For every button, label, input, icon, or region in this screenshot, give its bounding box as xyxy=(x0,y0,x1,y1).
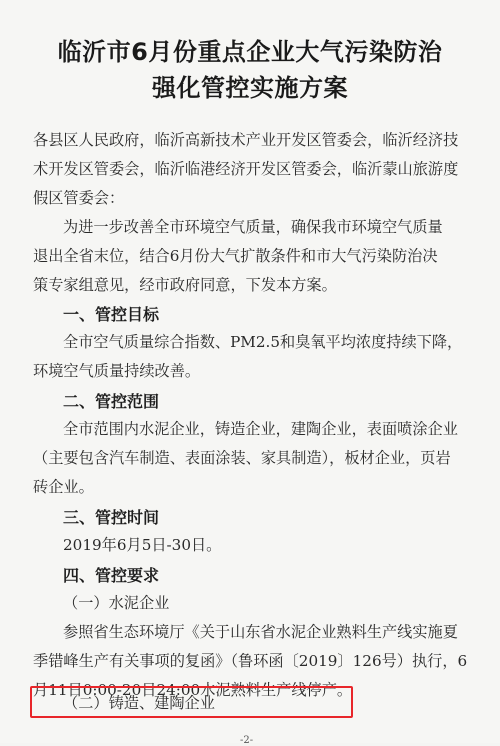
section-heading-requirements: 四、管控要求 xyxy=(63,566,160,585)
recipients-line: 各县区人民政府，临沂高新技术产业开发区管委会，临沂经济技 xyxy=(33,131,459,149)
recipients-line: 术开发区管委会，临沂临港经济开发区管委会，临沂蒙山旅游度 xyxy=(33,160,459,178)
subsection-casting-ceramics: （二）铸造、建陶企业 xyxy=(63,694,215,712)
section-body-line: 2019年6月5日-30日。 xyxy=(63,536,222,554)
document-title-line1: 临沂市6月份重点企业大气污染防治 xyxy=(57,38,443,66)
section-body-line: 全市空气质量综合指数、PM2.5和臭氧平均浓度持续下降， xyxy=(63,333,463,351)
section-heading-time: 三、管控时间 xyxy=(63,508,160,527)
subsection-cement: （一）水泥企业 xyxy=(63,594,170,612)
highlight-box xyxy=(30,686,353,718)
recipients-line: 假区管委会： xyxy=(33,189,125,207)
section-body-line: 参照省生态环境厅《关于山东省水泥企业熟料生产线实施夏 xyxy=(63,623,458,641)
intro-line: 为进一步改善全市环境空气质量，确保我市环境空气质量 xyxy=(63,218,443,236)
section-heading-scope: 二、管控范围 xyxy=(63,392,160,411)
section-body-line: 环境空气质量持续改善。 xyxy=(33,362,201,380)
section-heading-targets: 一、管控目标 xyxy=(63,305,160,324)
section-body-line: 砖企业。 xyxy=(33,478,94,496)
page-number: -2- xyxy=(240,735,254,746)
document-title-line2: 强化管控实施方案 xyxy=(152,74,348,102)
section-body-line: 季错峰生产有关事项的复函》（鲁环函〔2019〕126号）执行，6 xyxy=(33,652,468,670)
section-body-line: 全市范围内水泥企业，铸造企业，建陶企业，表面喷涂企业 xyxy=(63,420,458,438)
section-body-line: 月11日0:00-20日24:00水泥熟料生产线停产。 xyxy=(33,681,353,699)
intro-line: 策专家组意见，经市政府同意，下发本方案。 xyxy=(33,276,337,294)
section-body-line: （主要包含汽车制造、表面涂装、家具制造），板材企业，页岩 xyxy=(33,449,451,467)
intro-line: 退出全省末位，结合6月份大气扩散条件和市大气污染防治决 xyxy=(33,247,438,265)
